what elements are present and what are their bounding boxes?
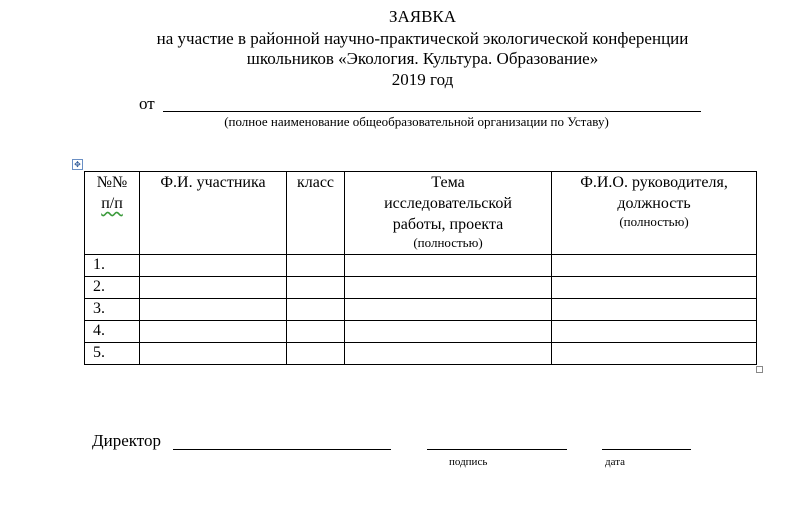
organization-blank-line xyxy=(163,111,701,112)
table-row xyxy=(85,299,757,321)
supervisor-cell[interactable] xyxy=(552,343,757,365)
row-number: 4. xyxy=(85,321,140,343)
date-caption: дата xyxy=(605,456,626,468)
table-row xyxy=(85,255,757,277)
header-topic-note: (полностью) xyxy=(413,235,483,250)
title-line-2: на участие в районной научно-практической экологической конференции xyxy=(156,29,689,48)
header-topic-line2: исследовательской xyxy=(384,195,512,212)
header-topic xyxy=(345,172,552,255)
participant-cell[interactable] xyxy=(140,299,287,321)
topic-cell[interactable] xyxy=(345,343,552,365)
header-grade xyxy=(287,172,345,255)
document-title: ЗАЯВКА xyxy=(388,7,457,26)
participant-cell[interactable] xyxy=(140,255,287,277)
header-supervisor-line1: Ф.И.О. руководителя, xyxy=(580,174,728,191)
grade-cell[interactable] xyxy=(287,343,345,365)
supervisor-cell[interactable] xyxy=(552,255,757,277)
header-topic-line3: работы, проекта xyxy=(392,216,504,233)
header-topic-line1: Тема xyxy=(431,174,465,191)
director-label: Директор xyxy=(92,431,161,450)
row-number: 3. xyxy=(85,299,140,321)
row-number: 5. xyxy=(85,343,140,365)
date-line xyxy=(602,432,691,450)
grade-cell[interactable] xyxy=(287,321,345,343)
row-number: 2. xyxy=(85,277,140,299)
table-header-row xyxy=(85,172,757,255)
organization-caption: (полное наименование общеобразовательной организации по Уставу) xyxy=(224,114,609,129)
header-supervisor-note: (полностью) xyxy=(619,214,689,229)
header-number-line1: №№ xyxy=(96,174,128,191)
header-supervisor xyxy=(552,172,757,255)
table-move-handle-icon[interactable]: ✥ xyxy=(72,159,83,170)
participant-cell[interactable] xyxy=(140,343,287,365)
from-label: от xyxy=(139,94,155,113)
header-participant xyxy=(140,172,287,255)
header-supervisor-line2: должность xyxy=(617,195,691,212)
grade-cell[interactable] xyxy=(287,255,345,277)
signature-line xyxy=(427,432,567,450)
header-participant-label: Ф.И. участника xyxy=(160,174,266,191)
topic-cell[interactable] xyxy=(345,255,552,277)
table-row xyxy=(85,321,757,343)
title-line-3: школьников «Экология. Культура. Образование» xyxy=(246,49,599,68)
header-grade-label: класс xyxy=(296,174,335,191)
participant-cell[interactable] xyxy=(140,321,287,343)
supervisor-cell[interactable] xyxy=(552,299,757,321)
director-name-line xyxy=(173,432,391,450)
topic-cell[interactable] xyxy=(345,299,552,321)
topic-cell[interactable] xyxy=(345,321,552,343)
table-row xyxy=(85,277,757,299)
title-year: 2019 год xyxy=(391,70,454,89)
table-resize-handle[interactable] xyxy=(756,366,763,373)
grade-cell[interactable] xyxy=(287,277,345,299)
supervisor-cell[interactable] xyxy=(552,321,757,343)
header-number xyxy=(85,172,140,255)
signature-caption: подпись xyxy=(449,456,488,468)
row-number: 1. xyxy=(85,255,140,277)
header-number-line2: п/п xyxy=(101,195,123,212)
grade-cell[interactable] xyxy=(287,299,345,321)
supervisor-cell[interactable] xyxy=(552,277,757,299)
participant-cell[interactable] xyxy=(140,277,287,299)
table-row xyxy=(85,343,757,365)
participants-table xyxy=(84,171,757,365)
topic-cell[interactable] xyxy=(345,277,552,299)
